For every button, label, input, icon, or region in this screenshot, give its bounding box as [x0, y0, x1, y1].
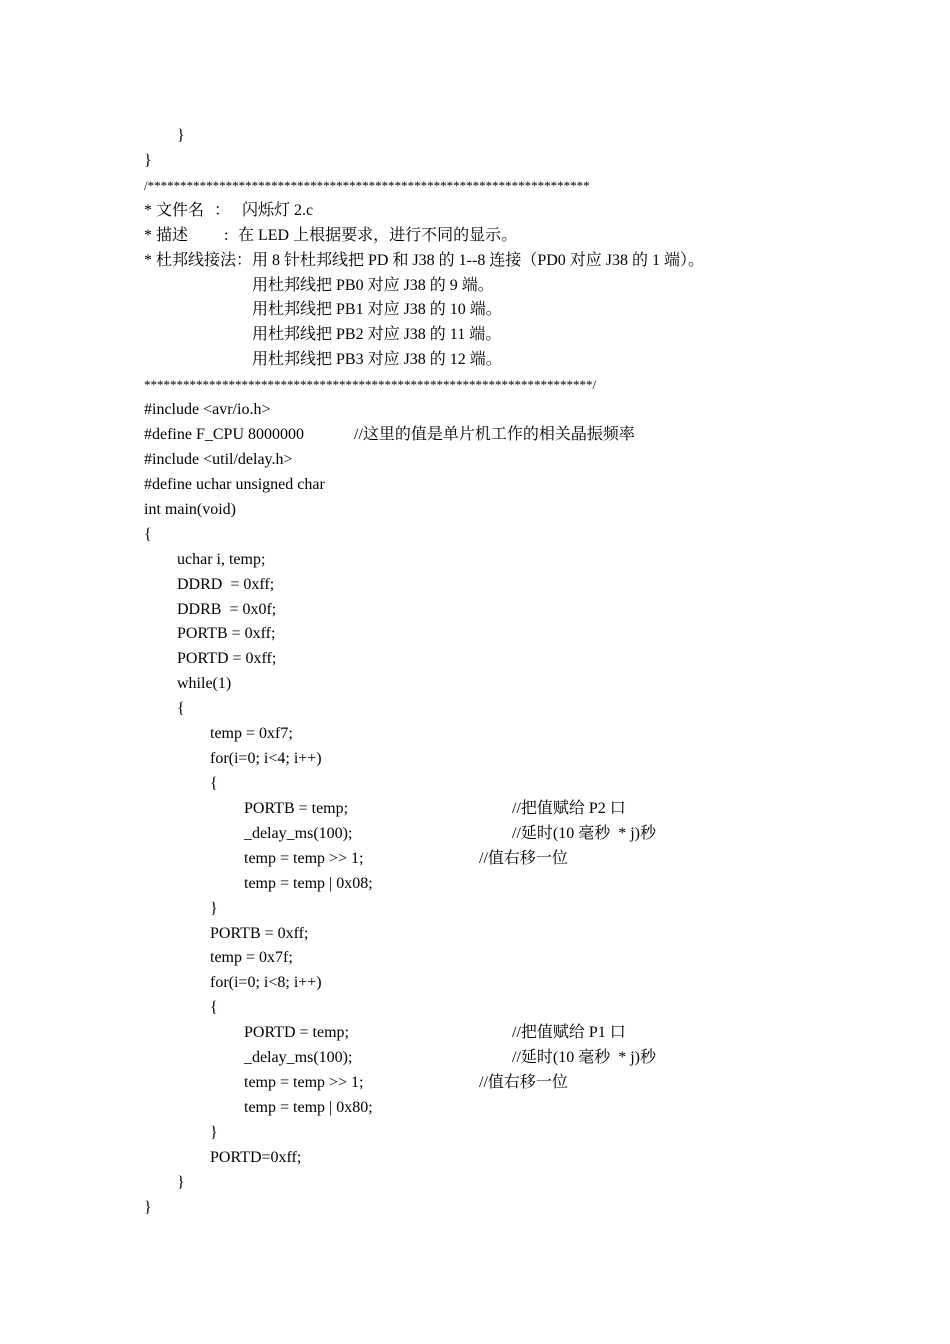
code-line: [144, 971, 904, 996]
comment-banner-top: [144, 174, 904, 199]
header-wiring-line: [144, 323, 904, 348]
code-text: temp = 0x7f;: [210, 949, 293, 967]
code-text: #include <avr/io.h>: [144, 401, 271, 419]
code-comment: //值右移一位: [479, 849, 568, 867]
code-text: * 杜邦线接法：用 8 针杜邦线把 PD 和 J38 的 1--8 连接（PD0 对应 J38 的 1 端）。: [144, 251, 705, 269]
code-line: [144, 1171, 904, 1196]
desc-label: * 描述: [144, 226, 189, 244]
code-text: }: [177, 127, 185, 144]
header-wiring-line: [144, 274, 904, 299]
code-line: [144, 1021, 904, 1046]
code-comment: //这里的值是单片机工作的相关晶振频率: [354, 426, 635, 444]
code-comment: //延时(10 毫秒 * j)秒: [512, 824, 656, 842]
code-comment: //把值赋给 P2 口: [512, 799, 626, 817]
code-text: DDRD = 0xff;: [177, 575, 275, 593]
code-line: [144, 1071, 904, 1096]
code-line: [144, 897, 904, 922]
code-text: {: [210, 999, 218, 1017]
code-text: PORTB = 0xff;: [177, 625, 276, 643]
code-text: uchar i, temp;: [177, 550, 266, 568]
code-text: 用杜邦线把 PB2 对应 J38 的 11 端。: [252, 326, 502, 344]
code-text: for(i=0; i<4; i++): [210, 750, 322, 768]
code-line: [144, 872, 904, 897]
code-line: [144, 523, 904, 548]
code-text: /********************************************************************: [144, 177, 590, 193]
filename-colon: ：: [214, 201, 231, 219]
code-line: [144, 946, 904, 971]
header-filename-line: [144, 199, 904, 224]
comment-banner-bottom: [144, 373, 904, 398]
code-text: #define F_CPU 8000000: [144, 426, 304, 444]
code-text: temp = temp | 0x08;: [244, 874, 373, 892]
filename-label: * 文件名: [144, 201, 205, 219]
code-line: [144, 149, 904, 174]
code-line: [144, 124, 904, 149]
filename-value: 闪烁灯 2.c: [242, 201, 314, 219]
code-line: [144, 423, 904, 448]
code-text: int main(void): [144, 500, 236, 518]
code-text: }: [210, 899, 218, 917]
code-text: PORTD = temp;: [244, 1024, 349, 1042]
code-line: [144, 847, 904, 872]
code-line: [144, 922, 904, 947]
code-listing: [144, 124, 904, 1221]
code-text: DDRB = 0x0f;: [177, 600, 277, 618]
code-text: 用杜邦线把 PB3 对应 J38 的 12 端。: [252, 351, 502, 369]
code-comment: //延时(10 毫秒 * j)秒: [512, 1049, 656, 1067]
code-text: PORTD=0xff;: [210, 1148, 302, 1166]
code-line: [144, 647, 904, 672]
code-text: }: [144, 151, 152, 169]
header-wiring-line: [144, 348, 904, 373]
code-text: #define uchar unsigned char: [144, 475, 325, 493]
code-text: temp = 0xf7;: [210, 725, 293, 743]
code-line: [144, 722, 904, 747]
code-comment: //值右移一位: [479, 1074, 568, 1092]
code-text: }: [144, 1198, 152, 1216]
code-text: {: [144, 525, 152, 543]
code-line: [144, 1146, 904, 1171]
code-text: PORTB = temp;: [244, 799, 349, 817]
code-text: temp = temp >> 1;: [244, 849, 364, 867]
desc-value: 在 LED 上根据要求，进行不同的显示。: [238, 226, 518, 244]
code-line: [144, 747, 904, 772]
code-line: [144, 1121, 904, 1146]
code-text: PORTB = 0xff;: [210, 924, 309, 942]
code-text: {: [177, 700, 185, 718]
code-line: [144, 772, 904, 797]
code-line: [144, 1196, 904, 1221]
code-line: [144, 573, 904, 598]
code-line: [144, 473, 904, 498]
code-line: [144, 622, 904, 647]
header-desc-line: [144, 224, 904, 249]
code-line: [144, 548, 904, 573]
code-text: _delay_ms(100);: [244, 824, 353, 842]
code-line: [144, 448, 904, 473]
code-text: #include <util/delay.h>: [144, 450, 293, 468]
code-line: [144, 398, 904, 423]
code-text: 用杜邦线把 PB0 对应 J38 的 9 端。: [252, 276, 494, 294]
code-text: while(1): [177, 675, 232, 693]
code-text: 用杜邦线把 PB1 对应 J38 的 10 端。: [252, 301, 502, 319]
header-wiring-line: [144, 249, 904, 274]
code-line: [144, 672, 904, 697]
code-text: PORTD = 0xff;: [177, 650, 277, 668]
code-line: [144, 1046, 904, 1071]
code-line: [144, 822, 904, 847]
code-text: *********************************************************************/: [144, 377, 597, 393]
code-text: }: [210, 1123, 218, 1141]
code-line: [144, 996, 904, 1021]
code-line: [144, 498, 904, 523]
header-wiring-line: [144, 298, 904, 323]
code-text: temp = temp >> 1;: [244, 1074, 364, 1092]
code-line: [144, 1096, 904, 1121]
code-text: {: [210, 774, 218, 792]
code-line: [144, 697, 904, 722]
code-line: [144, 797, 904, 822]
code-text: temp = temp | 0x80;: [244, 1098, 373, 1116]
code-text: }: [177, 1173, 185, 1191]
code-line: [144, 598, 904, 623]
code-comment: //把值赋给 P1 口: [512, 1024, 626, 1042]
code-text: for(i=0; i<8; i++): [210, 974, 322, 992]
desc-colon: :: [224, 226, 229, 244]
code-text: _delay_ms(100);: [244, 1049, 353, 1067]
